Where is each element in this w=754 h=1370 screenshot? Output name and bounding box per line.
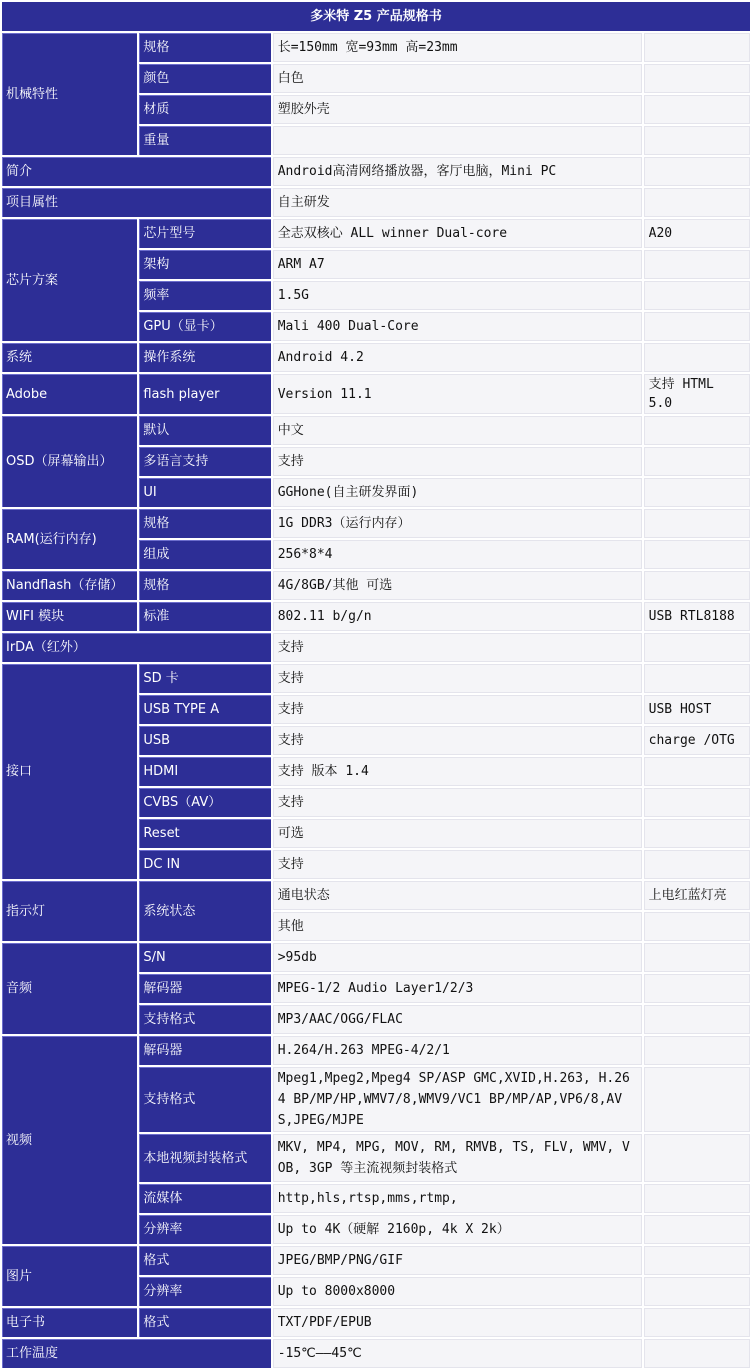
value-ram-spec: 1G DDR3（运行内存） bbox=[273, 509, 642, 538]
note-wifi-standard: USB RTL8188 bbox=[644, 602, 750, 631]
table-row bbox=[2, 664, 750, 693]
table-row bbox=[2, 188, 750, 217]
label-adobe-flash: flash player bbox=[139, 374, 270, 414]
note-video-resolution bbox=[644, 1215, 750, 1244]
value-picture-format: JPEG/BMP/PNG/GIF bbox=[273, 1246, 642, 1275]
group-irda: IrDA（红外） bbox=[2, 633, 271, 662]
value-mech-color: 白色 bbox=[273, 64, 642, 93]
note-picture-resolution bbox=[644, 1277, 750, 1306]
group-audio: 音频 bbox=[2, 943, 137, 1034]
label-ram-compose: 组成 bbox=[139, 540, 270, 569]
note-video-stream bbox=[644, 1184, 750, 1213]
table-row bbox=[2, 1246, 750, 1275]
table-row bbox=[2, 343, 750, 372]
label-port-cvbs: CVBS（AV） bbox=[139, 788, 270, 817]
value-indicator-power: 通电状态 bbox=[273, 881, 642, 910]
note-temperature bbox=[644, 1339, 750, 1368]
label-port-usb: USB bbox=[139, 726, 270, 755]
value-system-os: Android 4.2 bbox=[273, 343, 642, 372]
note-irda bbox=[644, 633, 750, 662]
label-audio-sn: S/N bbox=[139, 943, 270, 972]
group-osd: OSD（屏幕输出） bbox=[2, 416, 137, 507]
table-row bbox=[2, 943, 750, 972]
value-project: 自主研发 bbox=[273, 188, 642, 217]
label-port-usba: USB TYPE A bbox=[139, 695, 270, 724]
label-mech-weight: 重量 bbox=[139, 126, 270, 155]
value-mech-weight bbox=[273, 126, 642, 155]
label-port-hdmi: HDMI bbox=[139, 757, 270, 786]
value-chip-freq: 1.5G bbox=[273, 281, 642, 310]
label-video-formats: 支持格式 bbox=[139, 1067, 270, 1132]
value-video-resolution: Up to 4K（硬解 2160p, 4k X 2k） bbox=[273, 1215, 642, 1244]
table-row bbox=[2, 881, 750, 910]
value-port-dcin: 支持 bbox=[273, 850, 642, 879]
label-chip-gpu: GPU（显卡） bbox=[139, 312, 270, 341]
value-mech-material: 塑胶外壳 bbox=[273, 95, 642, 124]
note-adobe-flash: 支持 HTML 5.0 bbox=[644, 374, 750, 414]
value-osd-default: 中文 bbox=[273, 416, 642, 445]
value-chip-arch: ARM A7 bbox=[273, 250, 642, 279]
value-video-formats: Mpeg1,Mpeg2,Mpeg4 SP/ASP GMC,XVID,H.263, H.264 BP/MP/HP,WMV7/8,WMV9/VC1 BP/MP/AP,VP6/8,AVS,JPEG/MJPE bbox=[273, 1067, 642, 1132]
label-audio-decoder: 解码器 bbox=[139, 974, 270, 1003]
label-ebook-format: 格式 bbox=[139, 1308, 270, 1337]
group-nandflash: Nandflash（存储） bbox=[2, 571, 137, 600]
group-ports: 接口 bbox=[2, 664, 137, 879]
group-wifi: WIFI 模块 bbox=[2, 602, 137, 631]
table-row bbox=[2, 571, 750, 600]
value-video-container: MKV, MP4, MPG, MOV, RM, RMVB, TS, FLV, WMV, VOB, 3GP 等主流视频封装格式 bbox=[273, 1134, 642, 1182]
label-chip-arch: 架构 bbox=[139, 250, 270, 279]
note-video-container bbox=[644, 1134, 750, 1182]
value-port-usb: 支持 bbox=[273, 726, 642, 755]
group-system: 系统 bbox=[2, 343, 137, 372]
label-indicator-status: 系统状态 bbox=[139, 881, 270, 941]
label-video-container: 本地视频封装格式 bbox=[139, 1134, 270, 1182]
value-intro: Android高清网络播放器，客厅电脑，Mini PC bbox=[273, 157, 642, 186]
note-port-sd bbox=[644, 664, 750, 693]
value-chip-gpu: Mali 400 Dual-Core bbox=[273, 312, 642, 341]
group-indicator: 指示灯 bbox=[2, 881, 137, 941]
table-row bbox=[2, 633, 750, 662]
value-nand-spec: 4G/8GB/其他 可选 bbox=[273, 571, 642, 600]
table-row bbox=[2, 1036, 750, 1065]
note-audio-decoder bbox=[644, 974, 750, 1003]
table-row bbox=[2, 219, 750, 248]
table-row bbox=[2, 1308, 750, 1337]
note-mech-material bbox=[644, 95, 750, 124]
value-video-decoder: H.264/H.263 MPEG-4/2/1 bbox=[273, 1036, 642, 1065]
value-indicator-other: 其他 bbox=[273, 912, 642, 941]
group-adobe: Adobe bbox=[2, 374, 137, 414]
note-audio-formats bbox=[644, 1005, 750, 1034]
note-intro bbox=[644, 157, 750, 186]
label-port-reset: Reset bbox=[139, 819, 270, 848]
value-ram-compose: 256*8*4 bbox=[273, 540, 642, 569]
value-temperature: -15℃——45℃ bbox=[273, 1339, 642, 1368]
label-picture-resolution: 分辨率 bbox=[139, 1277, 270, 1306]
note-chip-gpu bbox=[644, 312, 750, 341]
label-picture-format: 格式 bbox=[139, 1246, 270, 1275]
label-audio-formats: 支持格式 bbox=[139, 1005, 270, 1034]
note-port-usba: USB HOST bbox=[644, 695, 750, 724]
group-ram: RAM(运行内存) bbox=[2, 509, 137, 569]
note-osd-default bbox=[644, 416, 750, 445]
note-video-formats bbox=[644, 1067, 750, 1132]
value-port-cvbs: 支持 bbox=[273, 788, 642, 817]
note-nand-spec bbox=[644, 571, 750, 600]
note-chip-model: A20 bbox=[644, 219, 750, 248]
note-ebook-format bbox=[644, 1308, 750, 1337]
note-chip-freq bbox=[644, 281, 750, 310]
label-port-dcin: DC IN bbox=[139, 850, 270, 879]
note-port-dcin bbox=[644, 850, 750, 879]
value-port-hdmi: 支持 版本 1.4 bbox=[273, 757, 642, 786]
value-picture-resolution: Up to 8000x8000 bbox=[273, 1277, 642, 1306]
note-osd-multilang bbox=[644, 447, 750, 476]
table-row bbox=[2, 416, 750, 445]
note-video-decoder bbox=[644, 1036, 750, 1065]
label-port-sd: SD 卡 bbox=[139, 664, 270, 693]
value-port-sd: 支持 bbox=[273, 664, 642, 693]
document-title: 多米特 Z5 产品规格书 bbox=[2, 2, 750, 31]
note-port-hdmi bbox=[644, 757, 750, 786]
value-adobe-flash: Version 11.1 bbox=[273, 374, 642, 414]
group-chip: 芯片方案 bbox=[2, 219, 137, 341]
note-port-cvbs bbox=[644, 788, 750, 817]
note-indicator-power: 上电红蓝灯亮 bbox=[644, 881, 750, 910]
value-audio-decoder: MPEG-1/2 Audio Layer1/2/3 bbox=[273, 974, 642, 1003]
label-wifi-standard: 标准 bbox=[139, 602, 270, 631]
note-audio-sn bbox=[644, 943, 750, 972]
note-picture-format bbox=[644, 1246, 750, 1275]
value-ebook-format: TXT/PDF/EPUB bbox=[273, 1308, 642, 1337]
note-chip-arch bbox=[644, 250, 750, 279]
label-nand-spec: 规格 bbox=[139, 571, 270, 600]
label-chip-model: 芯片型号 bbox=[139, 219, 270, 248]
table-row bbox=[2, 509, 750, 538]
group-video: 视频 bbox=[2, 1036, 137, 1244]
group-intro: 简介 bbox=[2, 157, 271, 186]
table-row bbox=[2, 602, 750, 631]
label-osd-multilang: 多语言支持 bbox=[139, 447, 270, 476]
table-row bbox=[2, 374, 750, 414]
label-osd-ui: UI bbox=[139, 478, 270, 507]
note-project bbox=[644, 188, 750, 217]
value-irda: 支持 bbox=[273, 633, 642, 662]
label-video-stream: 流媒体 bbox=[139, 1184, 270, 1213]
note-mech-weight bbox=[644, 126, 750, 155]
note-mech-spec bbox=[644, 33, 750, 62]
title-row bbox=[2, 2, 750, 31]
note-osd-ui bbox=[644, 478, 750, 507]
note-port-usb: charge /OTG bbox=[644, 726, 750, 755]
label-osd-default: 默认 bbox=[139, 416, 270, 445]
note-port-reset bbox=[644, 819, 750, 848]
label-system-os: 操作系统 bbox=[139, 343, 270, 372]
value-video-stream: http,hls,rtsp,mms,rtmp, bbox=[273, 1184, 642, 1213]
note-ram-spec bbox=[644, 509, 750, 538]
value-osd-ui: GGHone(自主研发界面) bbox=[273, 478, 642, 507]
group-mechanical: 机械特性 bbox=[2, 33, 137, 155]
table-row bbox=[2, 157, 750, 186]
value-osd-multilang: 支持 bbox=[273, 447, 642, 476]
label-ram-spec: 规格 bbox=[139, 509, 270, 538]
group-temperature: 工作温度 bbox=[2, 1339, 271, 1368]
label-chip-freq: 频率 bbox=[139, 281, 270, 310]
value-mech-spec: 长=150mm 宽=93mm 高=23mm bbox=[273, 33, 642, 62]
label-mech-spec: 规格 bbox=[139, 33, 270, 62]
value-chip-model: 全志双核心 ALL winner Dual-core bbox=[273, 219, 642, 248]
label-video-resolution: 分辨率 bbox=[139, 1215, 270, 1244]
label-mech-color: 颜色 bbox=[139, 64, 270, 93]
note-ram-compose bbox=[644, 540, 750, 569]
group-picture: 图片 bbox=[2, 1246, 137, 1306]
label-mech-material: 材质 bbox=[139, 95, 270, 124]
note-indicator-other bbox=[644, 912, 750, 941]
note-mech-color bbox=[644, 64, 750, 93]
table-row bbox=[2, 33, 750, 62]
value-audio-formats: MP3/AAC/OGG/FLAC bbox=[273, 1005, 642, 1034]
note-system-os bbox=[644, 343, 750, 372]
value-wifi-standard: 802.11 b/g/n bbox=[273, 602, 642, 631]
label-video-decoder: 解码器 bbox=[139, 1036, 270, 1065]
table-row bbox=[2, 1339, 750, 1368]
value-port-usba: 支持 bbox=[273, 695, 642, 724]
group-ebook: 电子书 bbox=[2, 1308, 137, 1337]
value-audio-sn: >95db bbox=[273, 943, 642, 972]
group-project: 项目属性 bbox=[2, 188, 271, 217]
value-port-reset: 可选 bbox=[273, 819, 642, 848]
